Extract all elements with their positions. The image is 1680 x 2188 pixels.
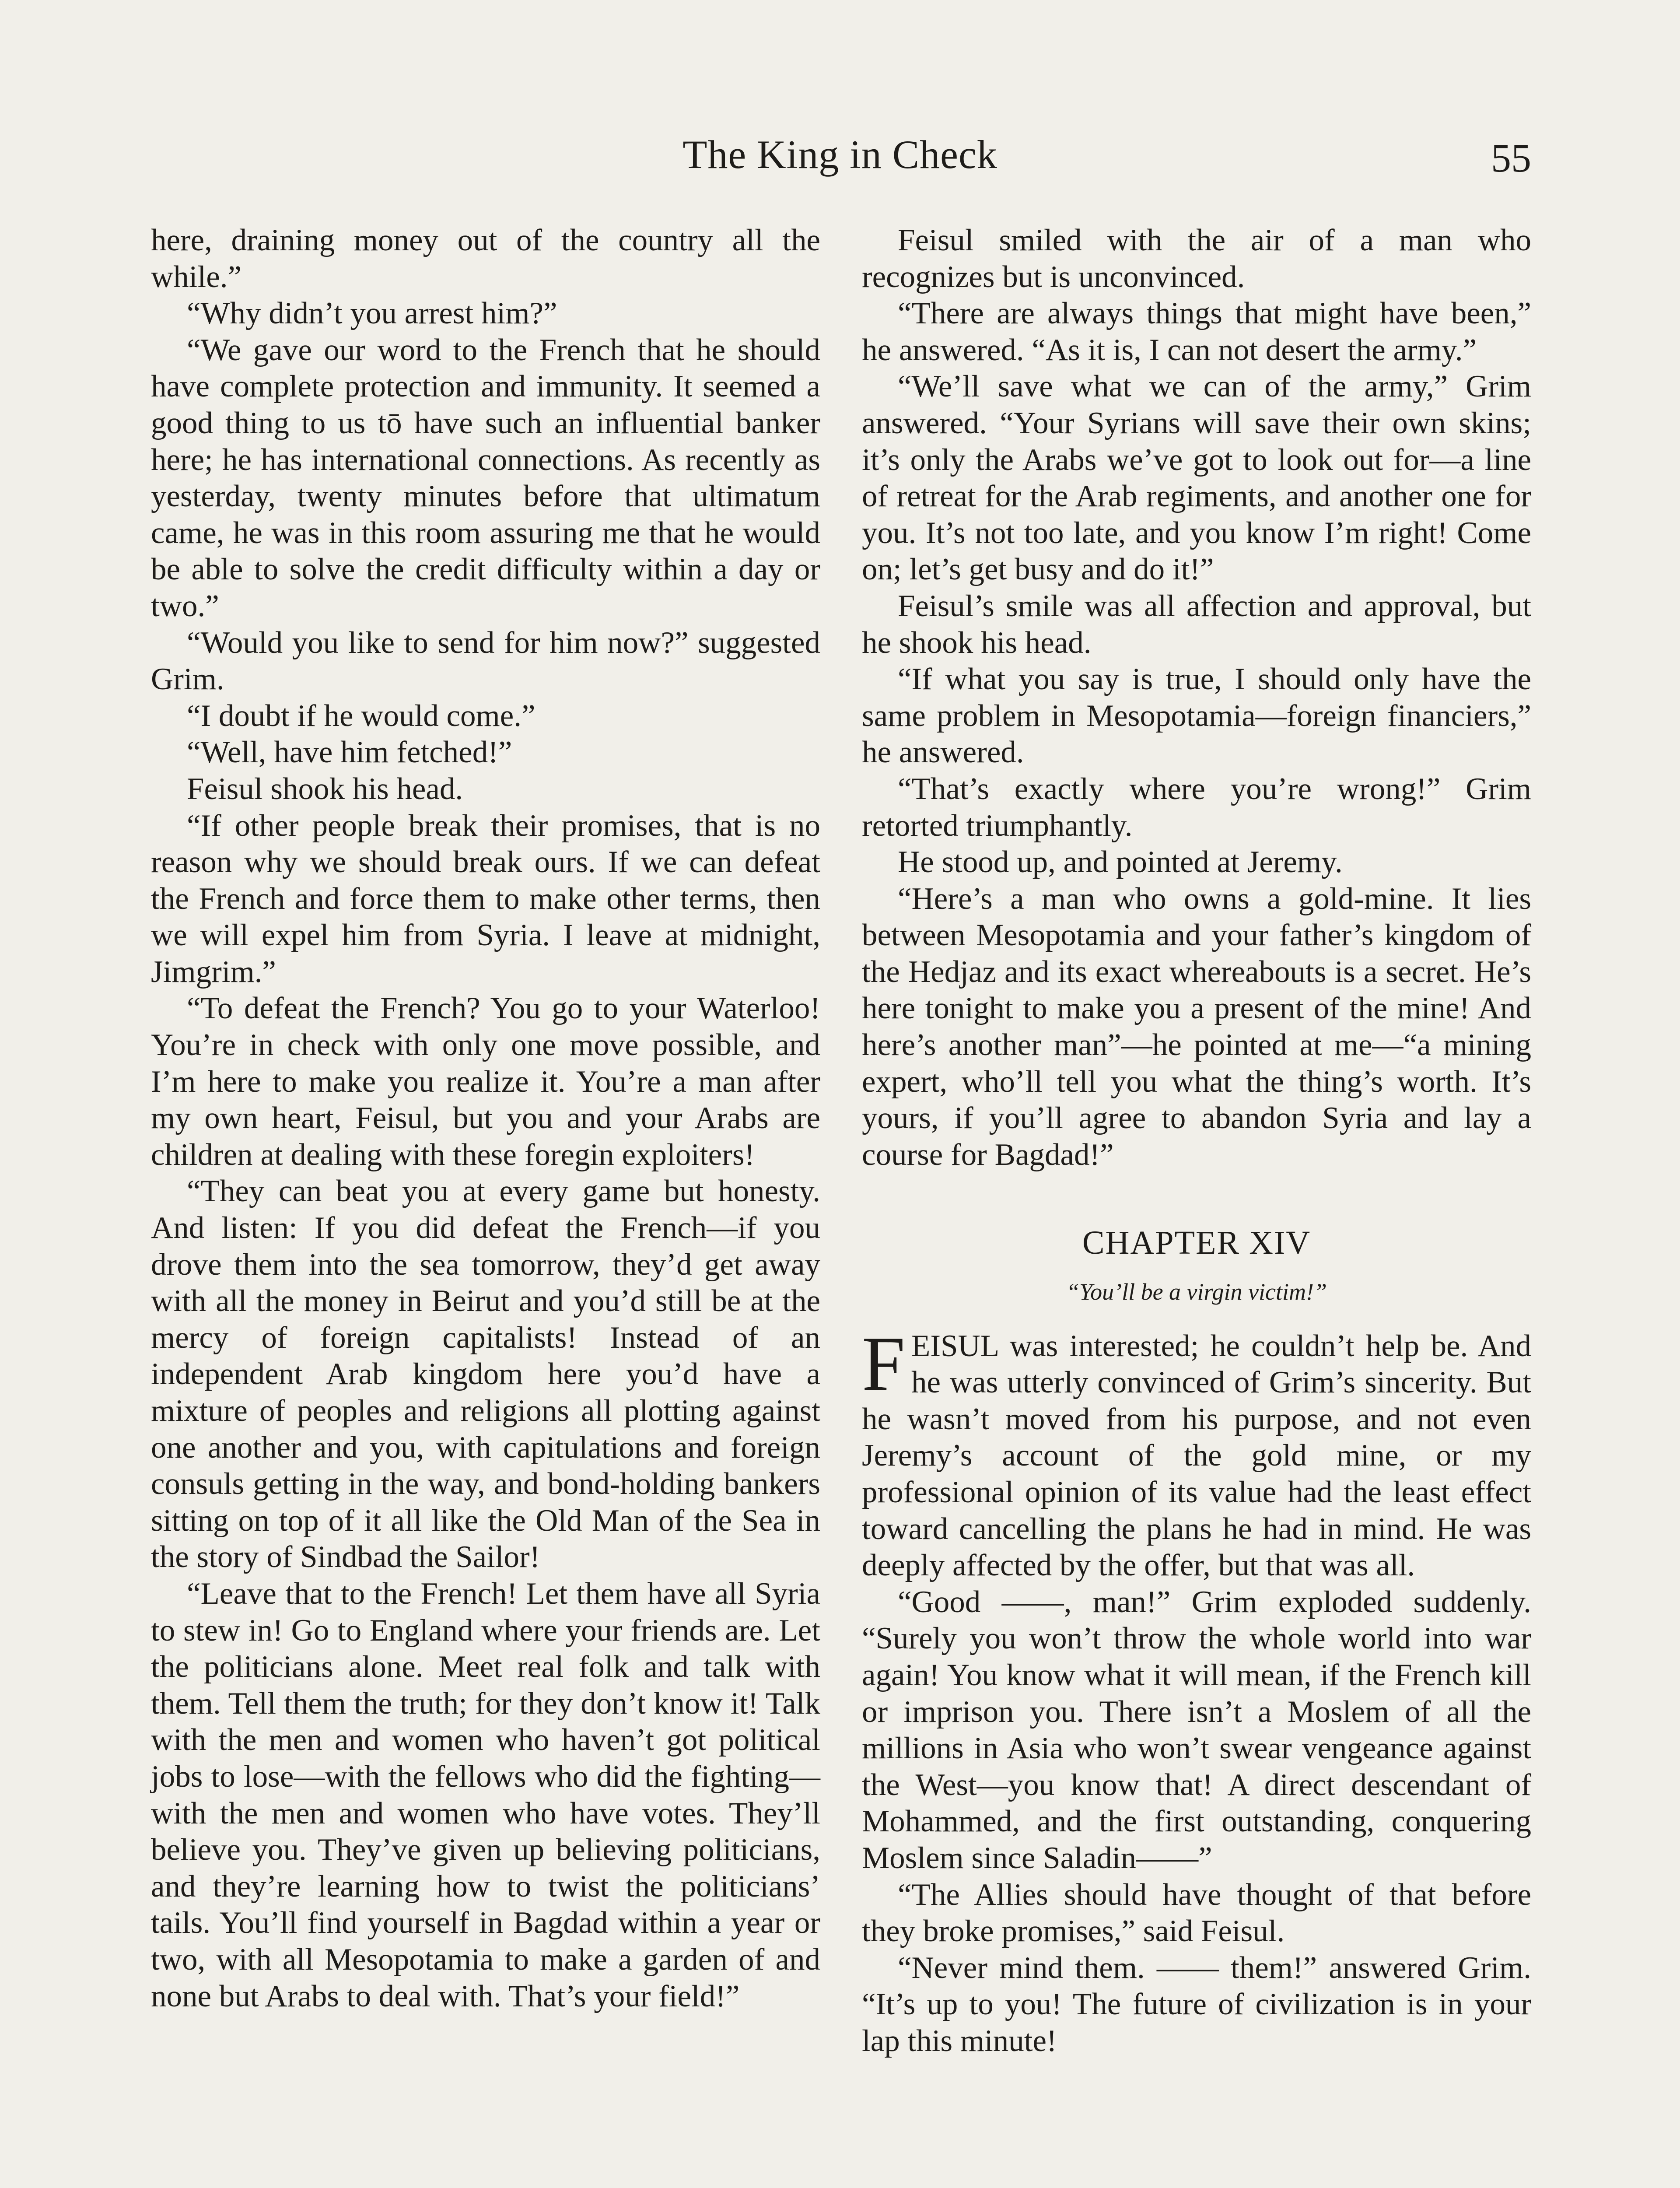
paragraph: He stood up, and pointed at Jeremy. <box>898 845 1343 880</box>
paragraph: Feisul shook his head. <box>187 771 463 806</box>
chapter-subtitle: “You’ll be a virgin victim!” <box>1066 1279 1327 1305</box>
paragraph: “Good ——, man!” Grim exploded suddenly. “Surely you won’t throw the whole world into war again! You know what it will mean, if the French kill or imprison you. There isn’t a Moslem of all the millions in Asia who won’t swear vengeance against the West—you know that! A direct descendant of Mohammed, and the first outstanding, conquering Moslem since Saladin——” <box>862 1585 1531 1875</box>
page-number: 55 <box>1491 136 1531 180</box>
running-header <box>149 127 1531 188</box>
paragraph: “If other people break their promises, that is no reason why we should break ours. If we can defeat the French and force them to make other terms, then we will expel him from Syria. I leave at midnight, Jimgrim.” <box>151 808 820 989</box>
paragraph: “Why didn’t you arrest him?” <box>187 296 557 331</box>
paragraph: “If what you say is true, I should only have the same problem in Mesopotamia—foreign financiers,” he answered. <box>862 662 1531 770</box>
chapter-heading: CHAPTER XIV <box>1082 1224 1311 1262</box>
paragraph: Feisul’s smile was all affection and approval, but he shook his head. <box>862 589 1531 660</box>
paragraph: “We gave our word to the French that he should have complete protection and immunity. It seemed a good thing to us tō have such an influential banker here; he has international connections. As recently as yesterday, twenty minutes before that ultimatum came, he was in this room assuring me that he would be able to solve the credit difficulty within a day or two.” <box>151 333 820 623</box>
paragraph: here, draining money out of the country all the while.” <box>151 223 820 294</box>
drop-cap: F <box>862 1320 905 1407</box>
opening-text: EISUL was interested; he couldn’t help be. And he was utterly convinced of Grim’s sincerity. But he wasn’t moved from his purpose, and not even Jeremy’s account of the gold mine, or my professional opinion of its value had the least effect toward cancelling the plans he had in mind. He was deeply affected by the offer, but that was all. <box>862 1329 1531 1583</box>
paragraph: “That’s exactly where you’re wrong!” Grim retorted triumphantly. <box>862 771 1531 843</box>
running-title: The King in Check <box>682 132 998 177</box>
left-column <box>151 222 820 2015</box>
paragraph: “There are always things that might have been,” he answered. “As it is, I can not desert the army.” <box>862 296 1531 367</box>
chapter-opening-paragraph <box>862 1320 1531 1584</box>
paragraph: Feisul smiled with the air of a man who recognizes but is unconvinced. <box>862 223 1531 294</box>
paragraph: “They can beat you at every game but honesty. And listen: If you did defeat the French—if you drove them into the sea tomorrow, they’d get away with all the money in Beirut and you’d still be at the mercy of foreign capitalists! Instead of an independent Arab kingdom here you’d have a mixture of peoples and religions all plotting against one another and you, with capitulations and foreign consuls getting in the way, and bond-holding bankers sitting on top of it all like the Old Man of the Sea in the story of Sindbad the Sailor! <box>151 1174 820 1574</box>
paragraph: “Leave that to the French! Let them have all Syria to stew in! Go to England where your friends are. Let the politicians alone. Meet real folk and talk with them. Tell them the truth; for they don’t know it! Talk with the men and women who haven’t got political jobs to lose—with the fellows who did the fighting—with the men and women who have votes. They’ll believe you. They’ve given up believing politicians, and they’re learning how to twist the politicians’ tails. You’ll find yourself in Bagdad within a year or two, with all Mesopotamia to make a garden of and none but Arabs to deal with. That’s your field!” <box>151 1576 820 2013</box>
paragraph: “The Allies should have thought of that before they broke promises,” said Feisul. <box>862 1877 1531 1949</box>
right-column <box>862 222 1531 2060</box>
paragraph: “To defeat the French? You go to your Waterloo! You’re in check with only one move possible, and I’m here to make you realize it. You’re a man after my own heart, Feisul, but you and your Arabs are children at dealing with these foregin exploiters! <box>151 991 820 1172</box>
paragraph: “I doubt if he would come.” <box>187 698 536 733</box>
paragraph: “Here’s a man who owns a gold-mine. It lies between Mesopotamia and your father’s kingdom of the Hedjaz and its exact whereabouts is a secret. He’s here tonight to make you a present of the mine! And here’s another man”—he pointed at me—“a mining expert, who’ll tell you what the thing’s worth. It’s yours, if you’ll agree to abandon Syria and lay a course for Bagdad!” <box>862 881 1531 1172</box>
paragraph: “We’ll save what we can of the army,” Grim answered. “Your Syrians will save their own skins; it’s only the Arabs we’ve got to look out for—a line of retreat for the Arab regiments, and another one for you. It’s not too late, and you know I’m right! Come on; let’s get busy and do it!” <box>862 369 1531 587</box>
paragraph: “Well, have him fetched!” <box>187 735 512 770</box>
paragraph: “Would you like to send for him now?” suggested Grim. <box>151 625 820 697</box>
paragraph: “Never mind them. —— them!” answered Grim. “It’s up to you! The future of civilization is in your lap this minute! <box>862 1950 1531 2058</box>
